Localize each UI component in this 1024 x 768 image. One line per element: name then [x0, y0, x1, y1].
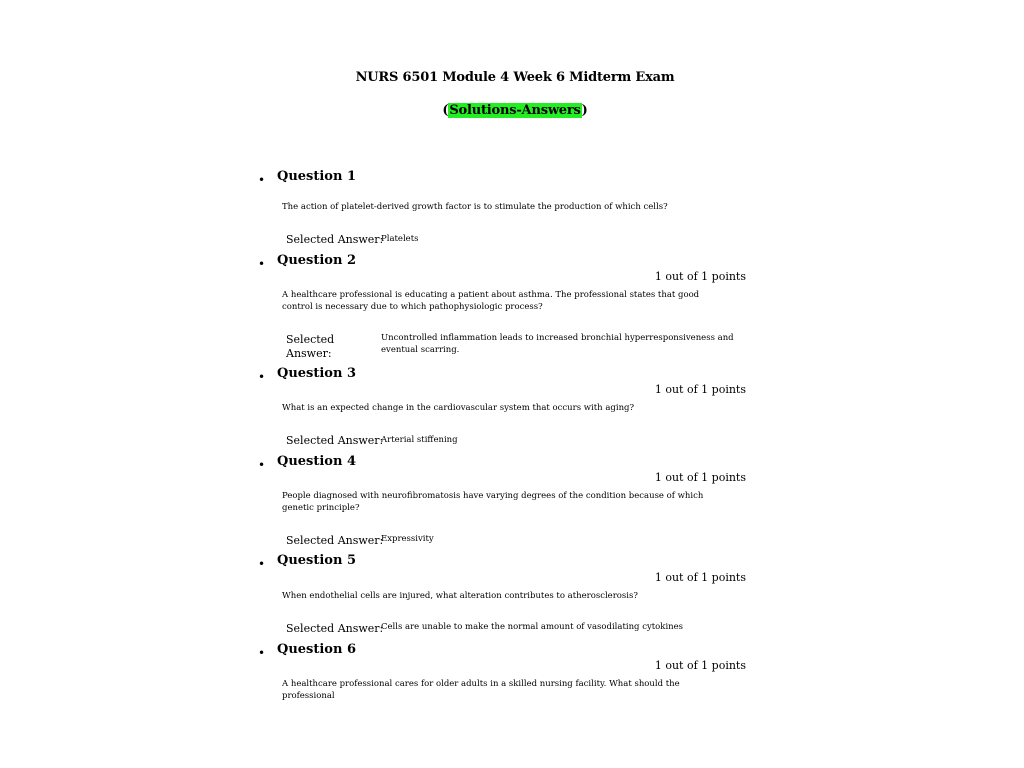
question-points: 1 out of 1 points	[654, 270, 746, 283]
question-text: People diagnosed with neurofibromatosis have varying degrees of the condition because of which genetic principle?	[282, 491, 704, 513]
question-heading: Question 1	[277, 169, 357, 184]
selected-answer-label: Selected Answer:	[286, 333, 335, 360]
question-text: When endothelial cells are injured, what alteration contributes to atherosclerosis?	[282, 591, 638, 601]
selected-answer-value: Cells are unable to make the normal amount of vasodilating cytokines	[381, 622, 684, 632]
solutions-answers-highlight: Solutions-Answers	[449, 103, 581, 118]
bullet-icon: •	[258, 173, 266, 187]
selected-answer-label: Selected Answer:	[286, 534, 384, 547]
bullet-icon: •	[258, 370, 266, 384]
question-text: A healthcare professional is educating a patient about asthma. The professional states that good control is necessary due to which pathophysiologic process?	[282, 290, 700, 312]
question-heading: Question 3	[277, 366, 357, 381]
question-points: 1 out of 1 points	[654, 571, 746, 584]
question-text: What is an expected change in the cardiovascular system that occurs with aging?	[282, 403, 635, 413]
selected-answer-value: Arterial stiffening	[381, 435, 458, 445]
selected-answer-label: Selected Answer:	[286, 434, 384, 447]
document-title: NURS 6501 Module 4 Week 6 Midterm Exam	[355, 70, 675, 85]
document-subtitle	[0, 103, 1024, 118]
bullet-icon: •	[258, 557, 266, 571]
question-points: 1 out of 1 points	[654, 471, 746, 484]
question-heading: Question 6	[277, 642, 357, 657]
subtitle-open-paren: (	[442, 103, 449, 118]
selected-answer-value: Platelets	[381, 234, 419, 244]
selected-answer-value: Uncontrolled inflammation leads to increased bronchial hyperresponsiveness and eventual scarring.	[381, 333, 734, 355]
question-heading: Question 5	[277, 553, 357, 568]
selected-answer-label: Selected Answer:	[286, 233, 384, 246]
question-heading: Question 4	[277, 454, 357, 469]
bullet-icon: •	[258, 257, 266, 271]
subtitle-close-paren: )	[581, 103, 588, 118]
bullet-icon: •	[258, 646, 266, 660]
selected-answer-value: Expressivity	[381, 534, 434, 544]
bullet-icon: •	[258, 458, 266, 472]
question-text: A healthcare professional cares for older adults in a skilled nursing facility. What should the professional	[282, 679, 680, 701]
question-points: 1 out of 1 points	[654, 383, 746, 396]
selected-answer-label: Selected Answer:	[286, 622, 384, 635]
question-text: The action of platelet-derived growth factor is to stimulate the production of which cells?	[282, 202, 668, 212]
question-points: 1 out of 1 points	[654, 659, 746, 672]
question-heading: Question 2	[277, 253, 357, 268]
